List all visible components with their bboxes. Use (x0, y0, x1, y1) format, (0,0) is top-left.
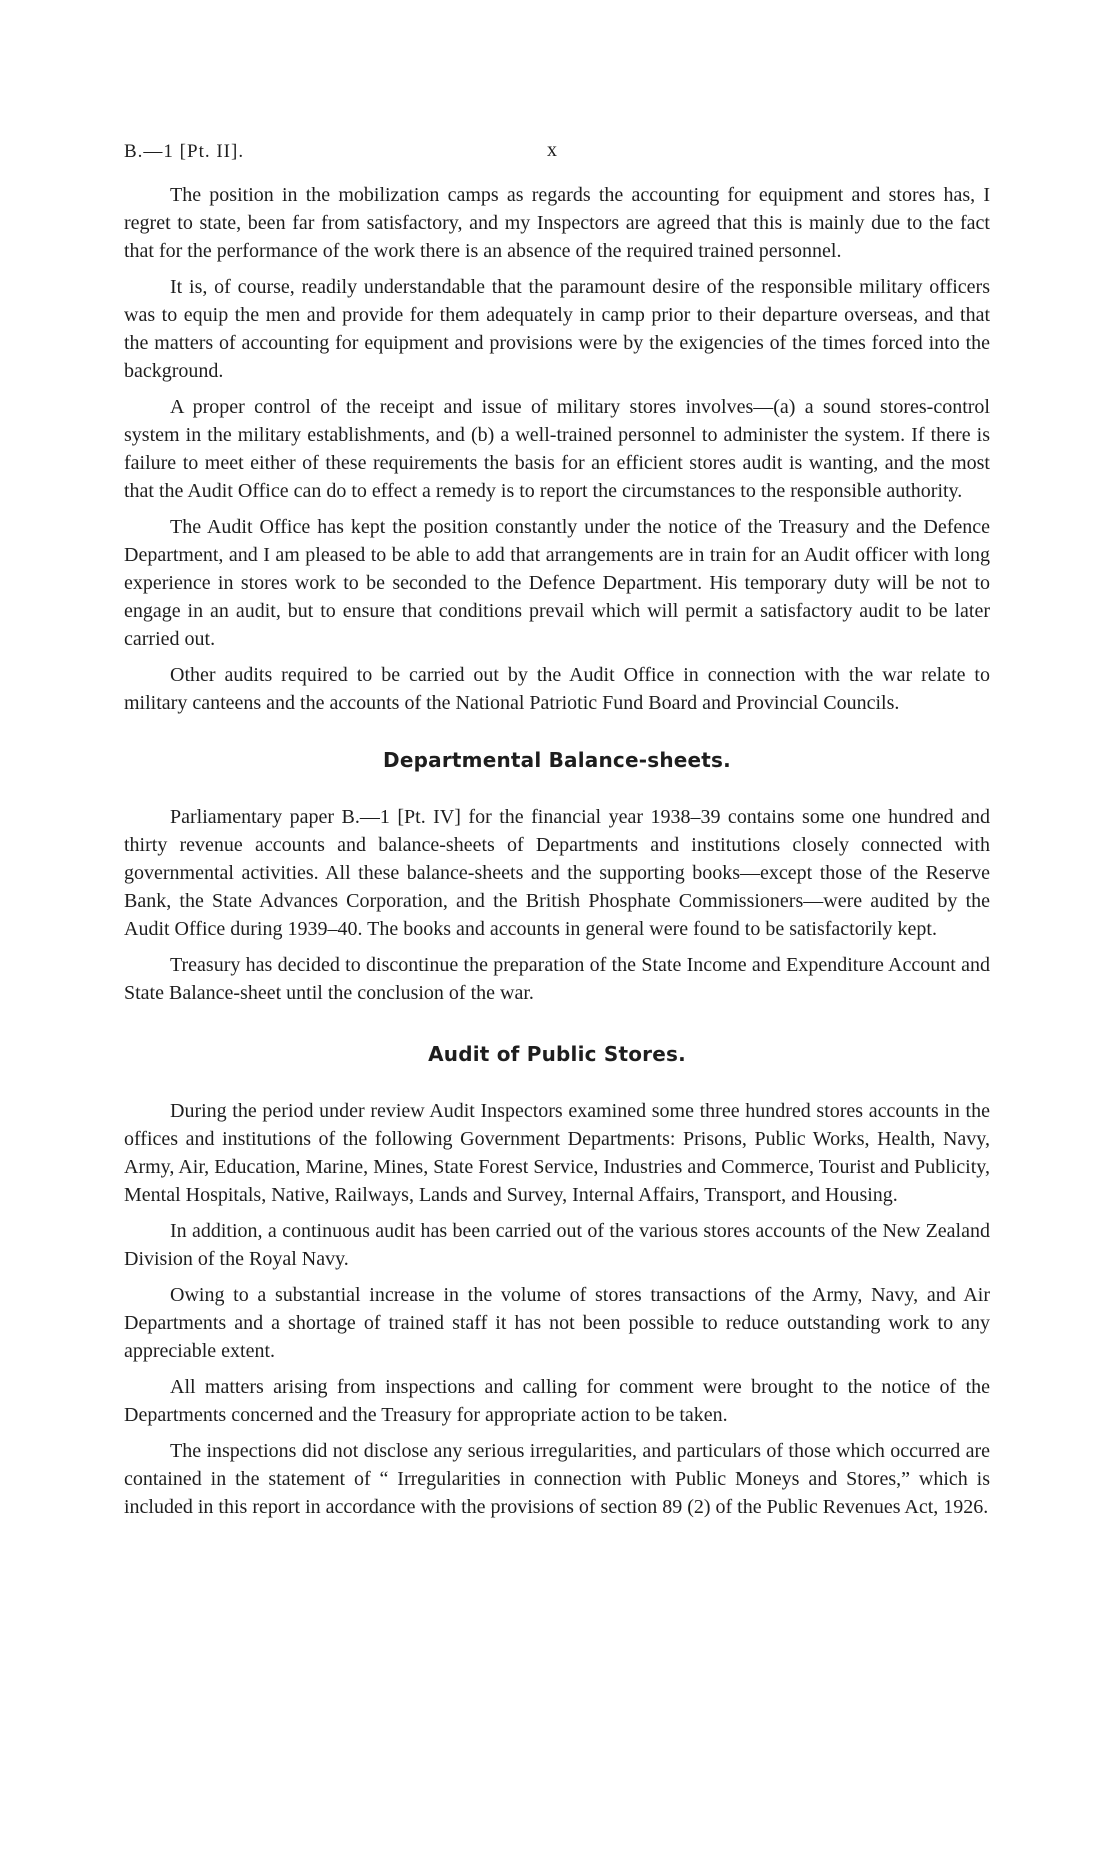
paragraph: Parliamentary paper B.—1 [Pt. IV] for the financial year 1938–39 contains some one hundred and thirty revenue accounts and balance-sheets of Departments and institutions closely connected with governmental activities. All these balance-sheets and the supporting books—except those of the Reserve Bank, the State Advances Corporation, and the British Phosphate Commissioners—were audited by the Audit Office during 1939–40. The books and accounts in general were found to be satisfactorily kept. (124, 806, 990, 940)
paragraph: The inspections did not disclose any serious irregularities, and particulars of those which occurred are contained in the statement of “ Irregularities in connection with Public Moneys and Stores,” which is included in this report in accordance with the provisions of section 89 (2) of the Public Revenues Act, 1926. (124, 1440, 990, 1518)
paragraph: A proper control of the receipt and issue of military stores involves—(a) a sound stores-control system in the military establishments, and (b) a well-trained personnel to administer the system. If there is failure to meet either of these requirements the basis for an efficient stores audit is wanting, and the most that the Audit Office can do to effect a remedy is to report the circumstances to the responsible authority. (124, 396, 990, 502)
paragraph: Other audits required to be carried out by the Audit Office in connection with the war relate to military canteens and the accounts of the National Patriotic Fund Board and Provincial Councils. (124, 664, 990, 714)
paragraph: The position in the mobilization camps as regards the accounting for equipment and stores has, I regret to state, been far from satisfactory, and my Inspectors are agreed that this is mainly due to the fact that for the performance of the work there is an absence of the required trained personnel. (124, 184, 990, 262)
document-body (124, 181, 990, 1529)
paragraph: In addition, a continuous audit has been carried out of the various stores accounts of the New Zealand Division of the Royal Navy. (124, 1220, 990, 1270)
running-head: B.—1 [Pt. II]. (124, 141, 245, 162)
intro-section (124, 181, 990, 717)
paragraph: The Audit Office has kept the position constantly under the notice of the Treasury and the Defence Department, and I am pleased to be able to add that arrangements are in train for an Audit officer with long experience in stores work to be seconded to the Defence Department. His temporary duty will be not to engage in an audit, but to ensure that conditions prevail which will permit a satisfactory audit to be later carried out. (124, 516, 990, 650)
paragraph: It is, of course, readily understandable that the paramount desire of the responsible military officers was to equip the men and provide for them adequately in camp prior to their departure overseas, and that the matters of accounting for equipment and provisions were by the exigencies of the times forced into the background. (124, 276, 990, 382)
balance-sheets-section (124, 747, 990, 1007)
section-heading: Audit of Public Stores. (428, 1042, 686, 1066)
section-heading: Departmental Balance-sheets. (383, 748, 731, 772)
paragraph: During the period under review Audit Inspectors examined some three hundred stores accounts in the offices and institutions of the following Government Departments: Prisons, Public Works, Health, Navy, Army, Air, Education, Marine, Mines, State Forest Service, Industries and Commerce, Tourist and Publicity, Mental Hospitals, Native, Railways, Lands and Survey, Internal Affairs, Transport, and Housing. (124, 1100, 990, 1206)
page-number: x (547, 139, 557, 161)
paragraph: All matters arising from inspections and calling for comment were brought to the notice of the Departments concerned and the Treasury for appropriate action to be taken. (124, 1376, 990, 1426)
paragraph: Treasury has decided to discontinue the preparation of the State Income and Expenditure Account and State Balance-sheet until the conclusion of the war. (124, 954, 990, 1004)
paragraph: Owing to a substantial increase in the volume of stores transactions of the Army, Navy, and Air Departments and a shortage of trained staff it has not been possible to reduce outstanding work to any appreciable extent. (124, 1284, 990, 1362)
public-stores-section (124, 1041, 990, 1521)
